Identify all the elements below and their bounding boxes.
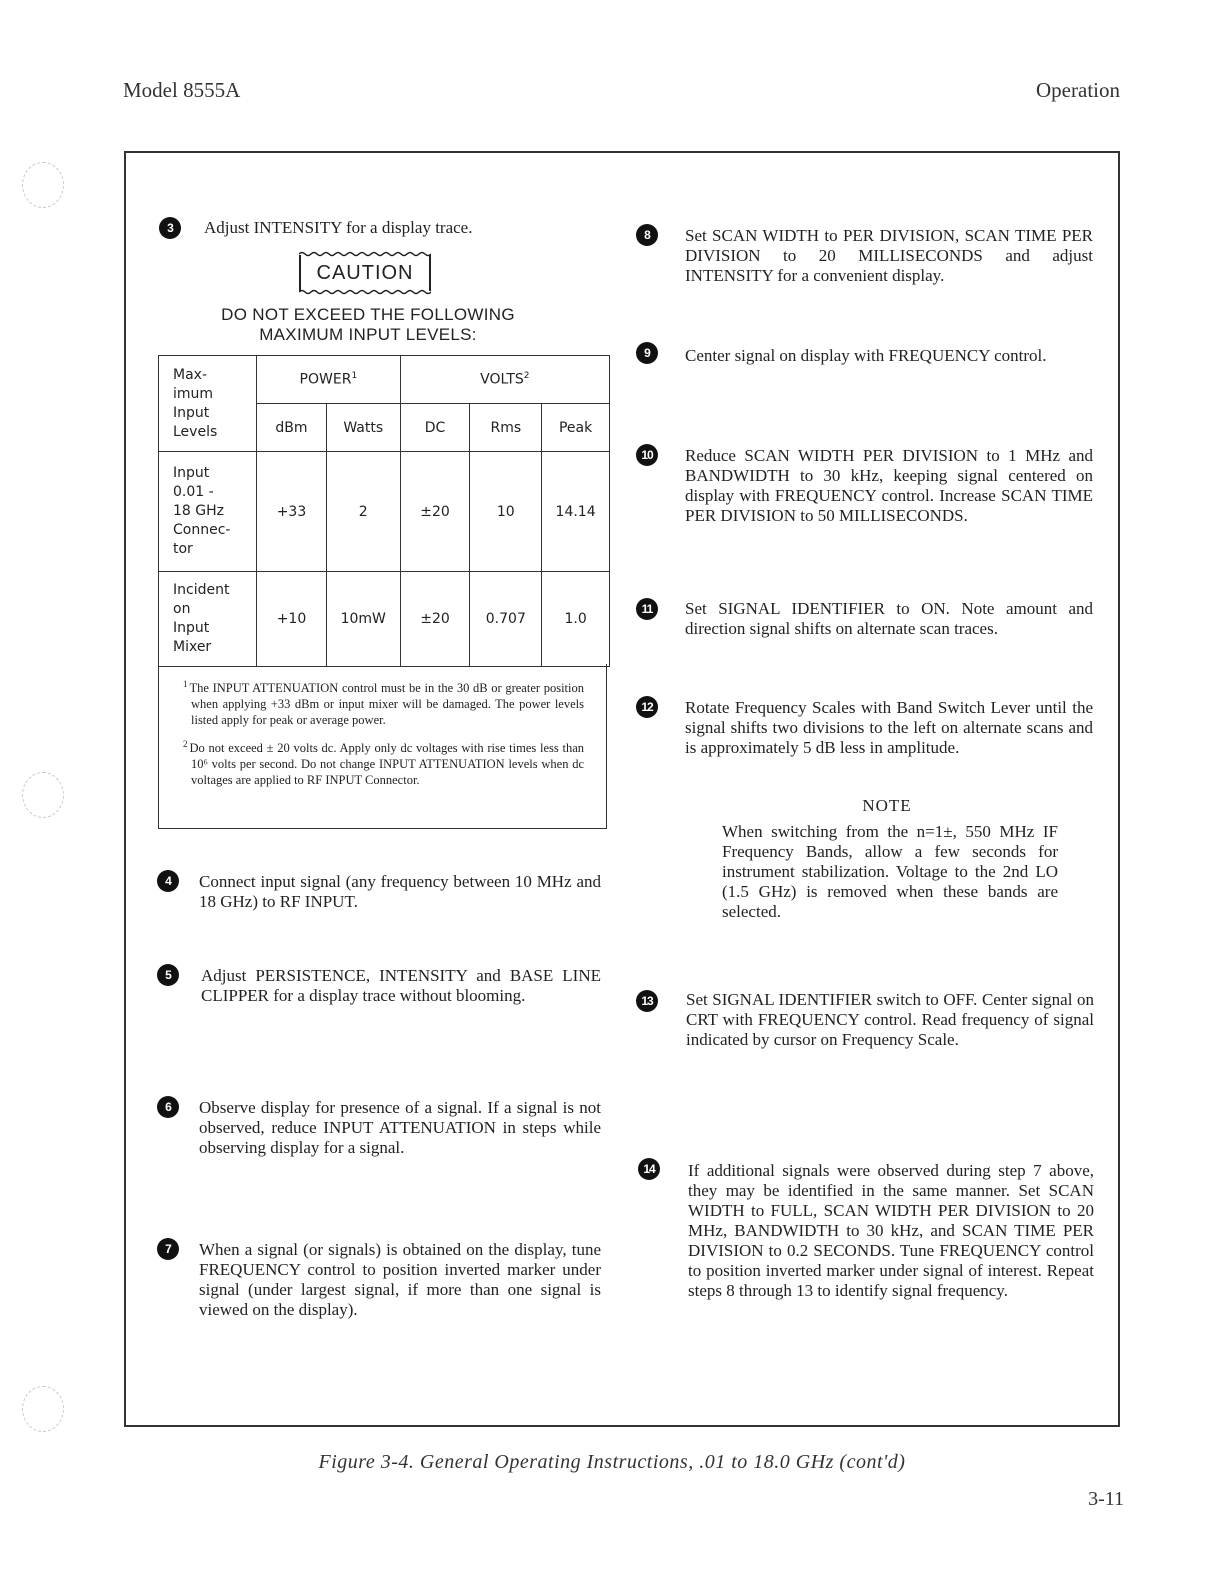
caution-label [299, 255, 431, 291]
cell-dbm: +33 [257, 452, 327, 572]
cell-peak: 1.0 [542, 572, 610, 667]
row-label-line: 18 GHz [173, 503, 224, 519]
figure-caption: Figure 3-4. General Operating Instructions, .01 to 18.0 GHz (cont'd) [318, 1451, 906, 1473]
row-label-line: Incident [173, 582, 230, 598]
table-row [159, 572, 610, 667]
punch-hole-mark [22, 1386, 64, 1432]
power-footnote-mark: 1 [351, 371, 358, 382]
step-number-8: 8 [636, 224, 658, 246]
row-label-line: on [173, 601, 191, 617]
subheader-rms: Rms [470, 404, 542, 452]
caution-border-top [299, 251, 431, 257]
punch-hole-mark [22, 772, 64, 818]
warning-line-2: MAXIMUM INPUT LEVELS: [259, 325, 477, 344]
step-13-text: Set SIGNAL IDENTIFIER switch to OFF. Center signal on CRT with FREQUENCY control. Read frequency of signal indicated by cursor on Frequency Scale. [686, 990, 1094, 1049]
step-number-7: 7 [157, 1238, 179, 1260]
row-label-line: Connec- [173, 522, 231, 538]
row-label [159, 452, 257, 572]
power-label: POWER [299, 371, 352, 388]
corner-line: Levels [173, 423, 218, 440]
step-8-text: Set SCAN WIDTH to PER DIVISION, SCAN TIME PER DIVISION to 20 MILLISECONDS and adjust INTENSITY for a convenient display. [685, 226, 1093, 285]
step-number-9: 9 [636, 342, 658, 364]
table-corner-label [159, 356, 257, 452]
cell-rms: 10 [470, 452, 542, 572]
corner-line: Max- [173, 366, 207, 383]
punch-hole-mark [22, 162, 64, 208]
cell-dc: ±20 [400, 452, 470, 572]
volts-label: VOLTS [480, 371, 524, 388]
step-number-5: 5 [157, 964, 179, 986]
footnote-1-text: The INPUT ATTENUATION control must be in the 30 dB or greater position when applying +33 dBm or input mixer will be damaged. The power levels listed apply for peak or average power. [189, 681, 584, 728]
subheader-watts: Watts [326, 404, 400, 452]
row-label [159, 572, 257, 667]
power-header [257, 356, 401, 404]
footnote-2 [183, 736, 584, 788]
row-label-line: Mixer [173, 639, 212, 655]
caution-warning [190, 305, 546, 345]
cell-watts: 2 [326, 452, 400, 572]
step-11-text: Set SIGNAL IDENTIFIER to ON. Note amount and direction signal shifts on alternate scan traces. [685, 599, 1093, 638]
table-footnotes [158, 664, 607, 829]
volts-header [400, 356, 609, 404]
page-number: 3-11 [1088, 1488, 1124, 1510]
step-number-14: 14 [638, 1158, 660, 1180]
subheader-peak: Peak [542, 404, 610, 452]
cell-watts: 10mW [326, 572, 400, 667]
step-10-text: Reduce SCAN WIDTH PER DIVISION to 1 MHz and BANDWIDTH to 30 kHz, keeping signal centered on display with FREQUENCY control. Increase SCAN TIME PER DIVISION to 50 MILLISECONDS. [685, 446, 1093, 525]
caution-text: CAUTION [316, 261, 414, 284]
row-label-line: 0.01 - [173, 484, 214, 500]
cell-rms: 0.707 [470, 572, 542, 667]
step-number-10: 10 [636, 444, 658, 466]
step-4-text: Connect input signal (any frequency between 10 MHz and 18 GHz) to RF INPUT. [199, 872, 601, 911]
cell-dbm: +10 [257, 572, 327, 667]
step-number-6: 6 [157, 1096, 179, 1118]
row-label-line: Input [173, 620, 210, 636]
step-number-13: 13 [636, 990, 658, 1012]
step-12-text: Rotate Frequency Scales with Band Switch Lever until the signal shifts two divisions to the left on alternate scans and is approximately 5 dB less in amplitude. [685, 698, 1093, 757]
step-7-text: When a signal (or signals) is obtained on the display, tune FREQUENCY control to position inverted marker under signal (under largest signal, if more than one signal is viewed on the display). [199, 1240, 601, 1319]
row-label-line: tor [173, 541, 193, 557]
volts-footnote-mark: 2 [523, 371, 530, 382]
cell-dc: ±20 [400, 572, 470, 667]
corner-line: imum [173, 385, 214, 402]
subheader-dc: DC [400, 404, 470, 452]
header-section: Operation [1036, 78, 1120, 102]
step-3-text: Adjust INTENSITY for a display trace. [204, 218, 473, 237]
note-text: When switching from the n=1±, 550 MHz IF Frequency Bands, allow a few seconds for instrument stabilization. Voltage to the 2nd LO (1.5 GHz) is removed when these bands are selected. [722, 822, 1058, 921]
subheader-dbm: dBm [257, 404, 327, 452]
step-number-4: 4 [157, 870, 179, 892]
step-number-12: 12 [636, 696, 658, 718]
caution-border-bottom [299, 289, 431, 295]
table-row [159, 452, 610, 572]
max-input-levels-table [158, 355, 610, 667]
corner-line: Input [173, 404, 210, 421]
step-number-11: 11 [636, 598, 658, 620]
step-5-text: Adjust PERSISTENCE, INTENSITY and BASE LINE CLIPPER for a display trace without blooming. [201, 966, 601, 1005]
step-6-text: Observe display for presence of a signal. If a signal is not observed, reduce INPUT ATTENUATION in steps while observing display for a signal. [199, 1098, 601, 1157]
footnote-2-text: Do not exceed ± 20 volts dc. Apply only dc voltages with rise times less than 10⁶ volts per second. Do not change INPUT ATTENUATION levels when dc voltages are applied to RF INPUT Connector. [189, 741, 584, 788]
footnote-1 [183, 676, 584, 728]
step-9-text: Center signal on display with FREQUENCY control. [685, 346, 1047, 365]
footnote-2-mark: 2 [183, 739, 188, 750]
step-number-3: 3 [159, 217, 181, 239]
header-model: Model 8555A [123, 78, 241, 102]
cell-peak: 14.14 [542, 452, 610, 572]
footnote-1-mark: 1 [183, 679, 188, 689]
row-label-line: Input [173, 465, 210, 481]
note-title: NOTE [862, 796, 912, 815]
step-14-text: If additional signals were observed during step 7 above, they may be identified in the same manner. Set SCAN WIDTH to FULL, SCAN WIDTH PER DIVISION to 20 MHz, BANDWIDTH to 30 kHz, and SCAN TIME PER DIVISION to 0.2 SECONDS. Tune FREQUENCY control to position inverted marker under signal of interest. Repeat steps 8 through 13 to identify signal frequency. [688, 1161, 1094, 1300]
warning-line-1: DO NOT EXCEED THE FOLLOWING [221, 305, 515, 324]
